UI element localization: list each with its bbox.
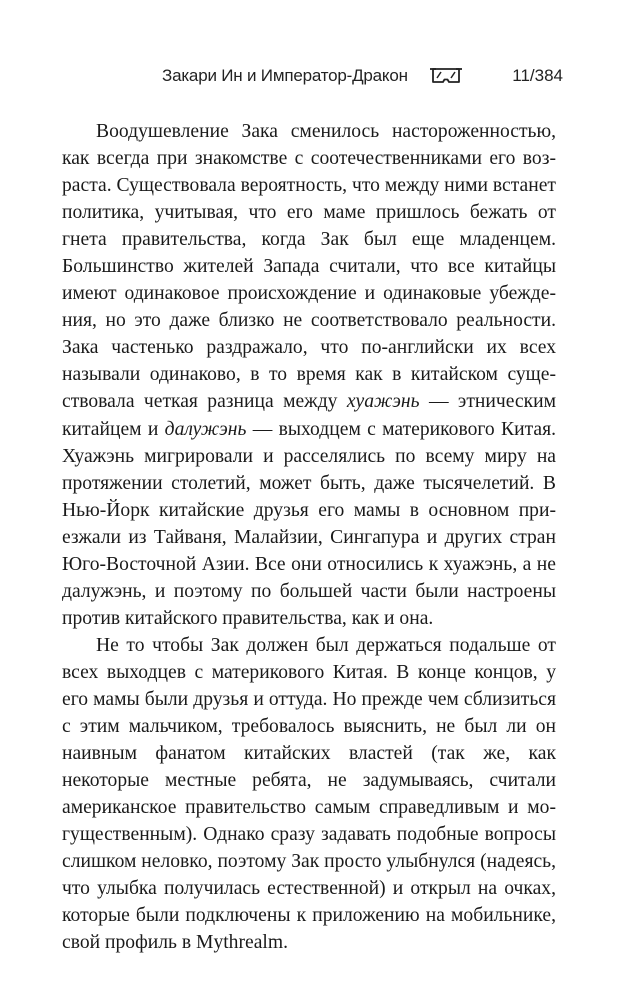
paragraph-1-part-3: — выходцем с материкового Китая. Хуажэнь мигрировали и расселялись по всему миру на протяжении столетий, может быть, даже тысячелетий. В Нью-Йорк китайские друзья его мамы в основном приезжали из Тайваня, Малайзии, Сингапура и других стран Юго-Восточной Азии. Все они относились к хуажэнь, а не далужэнь, и поэтому по большей части были настроены против китайского правительства, как и она. bbox=[62, 418, 556, 629]
book-page-text bbox=[62, 118, 556, 956]
paragraph-1 bbox=[62, 118, 556, 632]
term-huazhen: хуажэнь bbox=[346, 391, 420, 413]
glasses-reader-icon[interactable] bbox=[428, 64, 464, 88]
page-counter: 11/384 bbox=[512, 66, 563, 85]
paragraph-1-part-1: Воодушевление Зака сменилось настороженностью, как всегда при знакомстве с соотечественниками его возраста. Существовала вероятность, что между ними встанет политика, учитывая, что его маме пришлось бежать от гнета правительства, когда Зак был еще младенцем. Большинство жителей Запада считали, что все китайцы имеют одинаковое происхождение и одинаковые убеждения, но это даже близко не соответствовало реальности. Зака частенько раздражало, что по-английски их всех называли одинаково, в то время как в китайском существовала четкая разница между bbox=[62, 121, 556, 413]
paragraph-2: Не то чтобы Зак должен был держаться подальше от всех выходцев с материкового Китая. В конце концов, у его мамы были друзья и оттуда. Но прежде чем сблизиться с этим мальчиком, требовалось выяснить, не был ли он наивным фанатом китайских властей (так же, как некоторые местные ребята, не задумываясь, считали американское правительство самым справедливым и могущественным). Однако сразу задавать подобные вопросы слишком неловко, поэтому Зак просто улыбнулся (надеясь, что улыбка получилась естественной) и открыл на очках, которые были подключены к приложению на мобильнике, свой профиль в Mythrealm. bbox=[62, 634, 556, 954]
reader-header bbox=[0, 62, 625, 92]
paragraph-1-part-2: — этническим китайцем и bbox=[62, 391, 556, 440]
term-daluzhen: далужэнь bbox=[164, 418, 247, 440]
book-title: Закари Ин и Император-Дракон bbox=[162, 66, 408, 85]
